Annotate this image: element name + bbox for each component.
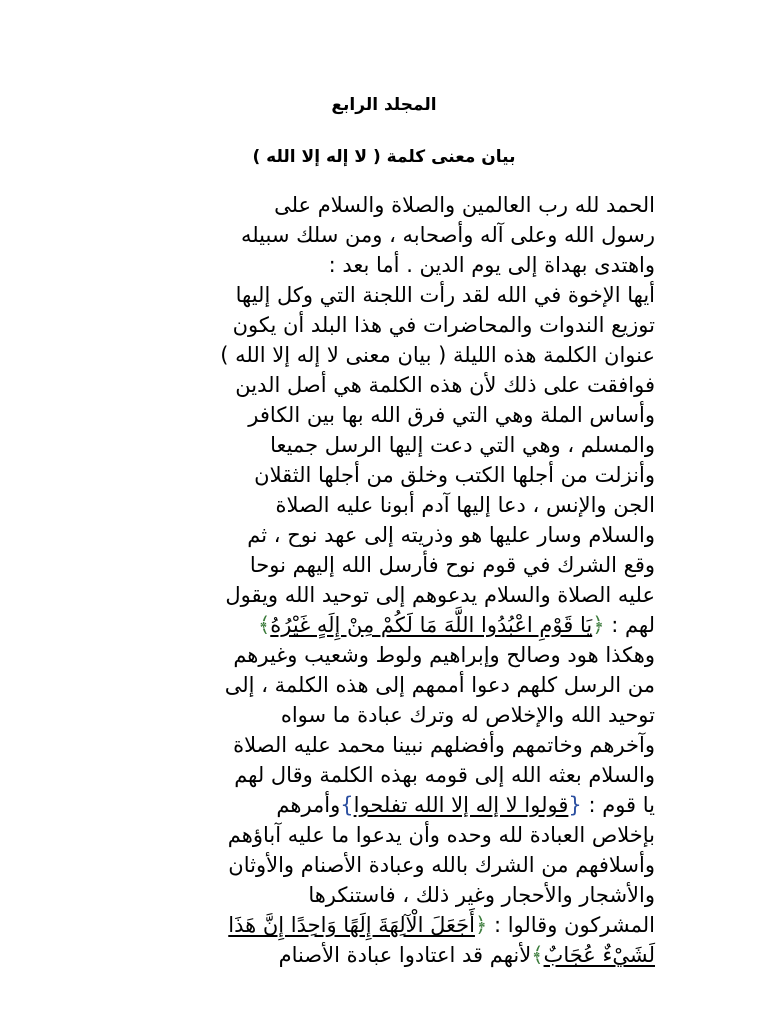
text-line: بإخلاص العبادة لله وحده وأن يدعوا ما عليه آباؤهم: [227, 823, 655, 847]
verse-close-bracket: ﴾: [531, 943, 544, 967]
line-suffix: لأنهم قد اعتادوا عبادة الأصنام: [278, 943, 532, 967]
line-suffix: وأمرهم: [276, 793, 341, 817]
text-line: وهكذا هود وصالح وإبراهيم ولوط وشعيب وغيرهم: [233, 643, 655, 667]
line-prefix: المشركون وقالوا :: [487, 913, 655, 937]
text-line-with-verse: [100, 940, 655, 970]
verse-close-bracket: ﴾: [257, 613, 271, 637]
text-line: وأسلافهم من الشرك بالله وعبادة الأصنام والأوثان: [228, 853, 655, 877]
verse-open-bracket: ﴿: [474, 913, 488, 937]
text-line: والأشجار والأحجار وغير ذلك ، فاستنكرها: [308, 883, 655, 907]
text-line: رسول الله وعلى آله وأصحابه ، ومن سلك سبيله: [240, 223, 655, 247]
text-line: أيها الإخوة في الله لقد رأت اللجنة التي وكل إليها: [235, 283, 655, 307]
hadith-open-bracket: {: [568, 793, 582, 817]
text-line-with-verse: [100, 910, 655, 940]
text-line: الجن والإنس ، دعا إليها آدم أبونا عليه الصلاة: [275, 493, 655, 517]
volume-title: المجلد الرابع: [331, 95, 437, 115]
text-line: وقع الشرك في قوم نوح فأرسل الله إليهم نوحا: [249, 553, 655, 577]
line-prefix: يا قوم :: [581, 793, 655, 817]
line-prefix: لهم :: [604, 613, 655, 637]
text-line: الحمد لله رب العالمين والصلاة والسلام على: [274, 193, 655, 217]
text-line: واهتدى بهداة إلى يوم الدين . أما بعد :: [328, 253, 655, 277]
text-line: توحيد الله والإخلاص له وترك عبادة ما سواه: [280, 703, 655, 727]
hadith-quote: قولوا لا إله إلا الله تفلحوا: [353, 793, 569, 817]
text-line: توزيع الندوات والمحاضرات في هذا البلد أن يكون: [232, 313, 655, 337]
text-line: والسلام وسار عليها هو وذريته إلى عهد نوح ، ثم: [247, 523, 655, 547]
quran-verse-continued: لَشَيْءٌ عُجَابٌ: [543, 943, 655, 967]
text-line: عليه الصلاة والسلام يدعوهم إلى توحيد الله ويقول: [225, 583, 655, 607]
text-line-with-hadith: [100, 790, 655, 820]
hadith-close-bracket: }: [340, 793, 354, 817]
text-line: وآخرهم وخاتمهم وأفضلهم نبينا محمد عليه الصلاة: [233, 733, 655, 757]
verse-open-bracket: ﴿: [592, 613, 605, 637]
text-line: والمسلم ، وهي التي دعت إليها الرسل جميعا: [270, 433, 655, 457]
text-line: من الرسل كلهم دعوا أممهم إلى هذه الكلمة ، إلى: [224, 673, 655, 697]
text-line: والسلام بعثه الله إلى قومه بهذه الكلمة وقال لهم: [234, 763, 655, 787]
text-line-with-verse: [100, 610, 655, 640]
text-line: وأنزلت من أجلها الكتب وخلق من أجلها الثقلان: [254, 463, 655, 487]
text-line: فوافقت على ذلك لأن هذه الكلمة هي أصل الدين: [235, 373, 655, 397]
text-line: عنوان الكلمة هذه الليلة ( بيان معنى لا إله إلا الله ): [220, 343, 655, 367]
quran-verse: أَجَعَلَ الْآلِهَةَ إِلَهًا وَاحِدًا إِنَّ هَذَا: [228, 913, 475, 937]
quran-verse: يَا قَوْمِ اعْبُدُوا اللَّهَ مَا لَكُمْ مِنْ إِلَهٍ غَيْرُهُ: [270, 613, 593, 637]
section-title: بيان معنى كلمة ( لا إله إلا الله ): [252, 147, 516, 167]
text-line: وأساس الملة وهي التي فرق الله بها بين الكافر: [248, 403, 655, 427]
body-paragraph: [100, 190, 655, 970]
